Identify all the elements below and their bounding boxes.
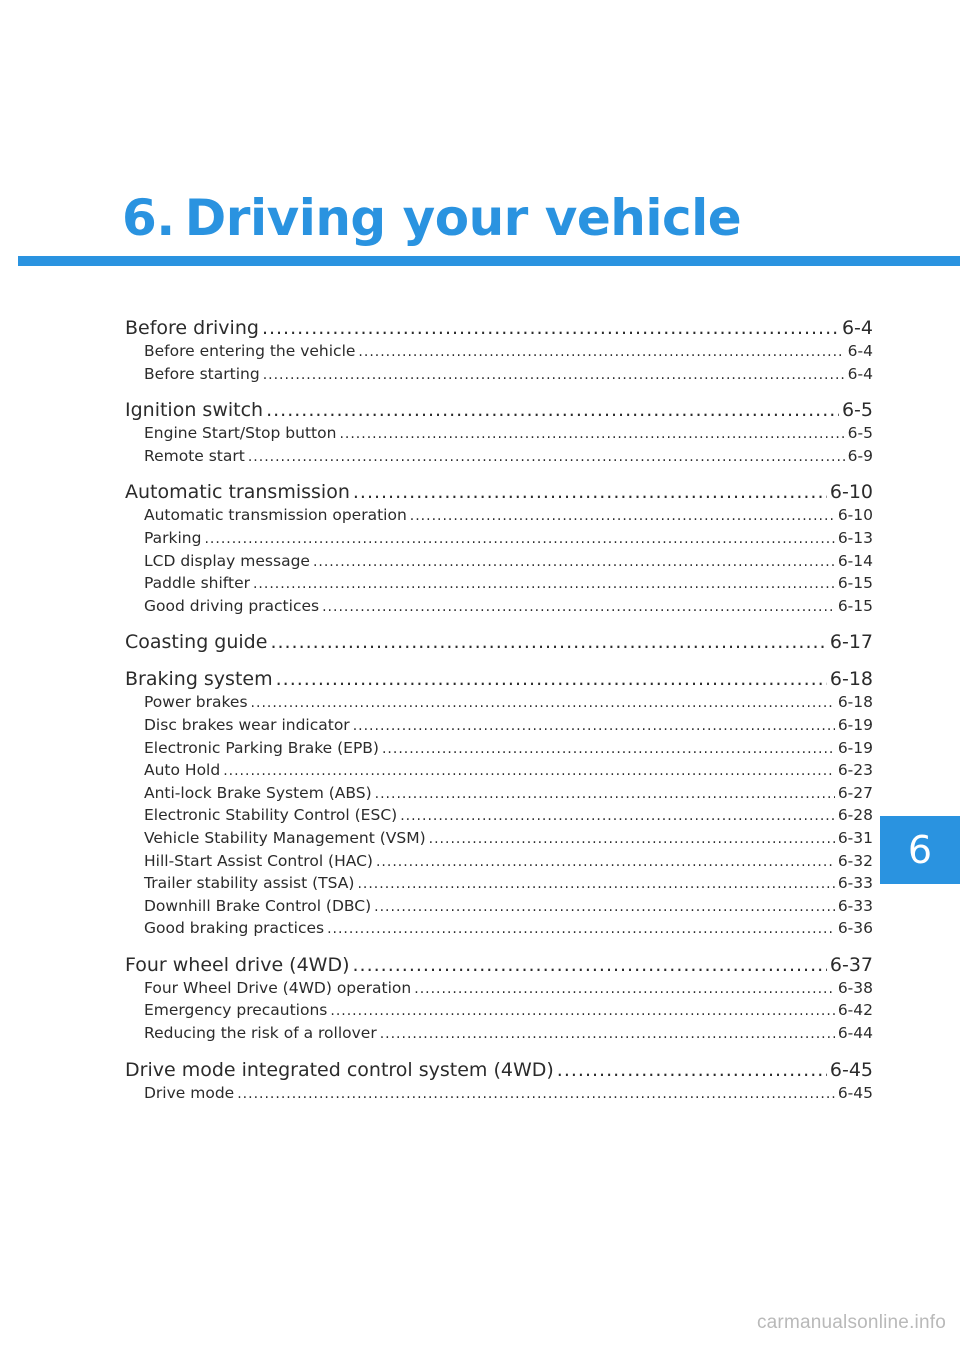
toc-section[interactable] [125, 667, 873, 692]
toc-entry-label: Automatic transmission [125, 481, 350, 504]
toc-entry-label: Vehicle Stability Management (VSM) [144, 828, 426, 847]
toc-entry-page: 6-23 [837, 761, 873, 780]
toc-entry-page: 6-15 [837, 596, 873, 615]
toc-leader-dots [223, 761, 835, 783]
toc-subsection[interactable] [125, 423, 873, 446]
toc-entry-page: 6-19 [837, 715, 873, 734]
toc-subsection[interactable] [125, 528, 873, 551]
toc-entry-label: Disc brakes wear indicator [144, 715, 350, 734]
toc-entry-page: 6-15 [837, 574, 873, 593]
toc-leader-dots [410, 506, 835, 528]
toc-entry-page: 6-4 [847, 342, 873, 360]
toc-leader-dots [313, 552, 835, 574]
toc-section[interactable] [125, 316, 873, 341]
toc-leader-dots [248, 447, 845, 469]
toc-leader-dots [262, 316, 839, 341]
toc-leader-dots [204, 529, 834, 551]
toc-leader-dots [327, 919, 835, 941]
toc-subsection[interactable] [125, 896, 873, 919]
toc-leader-dots [339, 424, 844, 446]
toc-subsection[interactable] [125, 715, 873, 738]
toc-entry-label: Remote start [144, 446, 245, 465]
toc-subsection[interactable] [125, 692, 873, 715]
toc-subsection[interactable] [125, 873, 873, 896]
toc-subsection[interactable] [125, 1023, 873, 1046]
toc-entry-page: 6-13 [837, 528, 873, 547]
toc-subsection[interactable] [125, 978, 873, 1001]
toc-leader-dots [557, 1058, 827, 1083]
toc-entry-page: 6-9 [847, 446, 873, 465]
toc-leader-dots [376, 852, 835, 874]
toc-leader-dots [276, 667, 827, 692]
toc-entry-label: Power brakes [144, 693, 248, 712]
toc-entry-page: 6-14 [837, 551, 873, 570]
toc-entry-page: 6-42 [837, 1001, 873, 1020]
toc-leader-dots [357, 874, 834, 896]
toc-leader-dots [380, 1024, 835, 1046]
toc-entry-label: Before entering the vehicle [144, 342, 356, 360]
toc-subsection[interactable] [125, 551, 873, 574]
toc-entry-page: 6-44 [837, 1024, 873, 1043]
toc-entry-page: 6-4 [841, 317, 873, 339]
toc-entry-label: Paddle shifter [144, 574, 250, 593]
toc-leader-dots [322, 597, 835, 619]
table-of-contents [125, 316, 873, 1105]
toc-entry-label: Drive mode integrated control system (4WD) [125, 1058, 554, 1081]
toc-leader-dots [358, 342, 844, 364]
toc-entry-label: Emergency precautions [144, 1001, 328, 1020]
title-rule [18, 256, 960, 266]
toc-entry-label: Anti-lock Brake System (ABS) [144, 783, 372, 802]
toc-entry-label: Coasting guide [125, 631, 268, 654]
toc-entry-page: 6-32 [837, 851, 873, 870]
chapter-title-text: Driving your vehicle [184, 189, 742, 247]
toc-entry-page: 6-31 [837, 828, 873, 847]
toc-entry-page: 6-37 [829, 953, 873, 976]
toc-leader-dots [353, 480, 827, 505]
watermark: carmanualsonline.info [756, 1312, 946, 1333]
toc-entry-label: Parking [144, 528, 202, 547]
toc-subsection[interactable] [125, 783, 873, 806]
toc-entry-label: Drive mode [144, 1083, 235, 1102]
toc-section[interactable] [125, 953, 873, 978]
toc-leader-dots [270, 630, 826, 655]
toc-leader-dots [253, 574, 835, 596]
toc-leader-dots [251, 693, 835, 715]
toc-leader-dots [237, 1084, 835, 1106]
toc-entry-page: 6-10 [829, 481, 873, 504]
toc-subsection[interactable] [125, 828, 873, 851]
toc-subsection[interactable] [125, 505, 873, 528]
toc-entry-page: 6-5 [847, 424, 873, 443]
toc-entry-page: 6-36 [837, 919, 873, 938]
toc-subsection[interactable] [125, 364, 873, 387]
chapter-tab[interactable]: 6 [880, 816, 960, 884]
toc-entry-page: 6-38 [837, 978, 873, 997]
toc-leader-dots [400, 806, 835, 828]
toc-leader-dots [353, 953, 827, 978]
toc-leader-dots [263, 365, 845, 387]
toc-entry-label: Downhill Brake Control (DBC) [144, 896, 372, 915]
toc-entry-label: Electronic Parking Brake (EPB) [144, 738, 379, 757]
toc-subsection[interactable] [125, 341, 873, 364]
toc-entry-label: Trailer stability assist (TSA) [144, 874, 355, 893]
toc-entry-page: 6-45 [829, 1058, 873, 1081]
toc-subsection[interactable] [125, 760, 873, 783]
toc-leader-dots [266, 398, 839, 423]
toc-subsection[interactable] [125, 1000, 873, 1023]
toc-entry-page: 6-33 [837, 874, 873, 893]
toc-entry-label: Good driving practices [144, 596, 320, 615]
toc-entry-label: Ignition switch [125, 399, 264, 422]
toc-entry-page: 6-18 [837, 693, 873, 712]
toc-entry-page: 6-33 [837, 896, 873, 915]
toc-subsection[interactable] [125, 573, 873, 596]
toc-entry-page: 6-17 [829, 631, 873, 654]
toc-subsection[interactable] [125, 805, 873, 828]
toc-entry-page: 6-45 [837, 1083, 873, 1102]
toc-section[interactable] [125, 1058, 873, 1083]
toc-subsection[interactable] [125, 851, 873, 874]
toc-entry-label: Before starting [144, 364, 260, 383]
toc-entry-page: 6-19 [837, 738, 873, 757]
toc-entry-page: 6-5 [841, 399, 873, 422]
toc-leader-dots [330, 1001, 834, 1023]
toc-entry-label: Engine Start/Stop button [144, 424, 337, 443]
toc-entry-page: 6-28 [837, 806, 873, 825]
toc-entry-label: Auto Hold [144, 761, 221, 780]
toc-section[interactable] [125, 480, 873, 505]
toc-leader-dots [374, 897, 835, 919]
toc-entry-label: LCD display message [144, 551, 310, 570]
toc-subsection[interactable] [125, 446, 873, 469]
toc-entry-label: Automatic transmission operation [144, 506, 407, 525]
toc-entry-label: Good braking practices [144, 919, 325, 938]
toc-entry-label: Reducing the risk of a rollover [144, 1024, 377, 1043]
toc-section[interactable] [125, 398, 873, 423]
toc-subsection[interactable] [125, 596, 873, 619]
toc-leader-dots [382, 739, 835, 761]
toc-subsection[interactable] [125, 1083, 873, 1106]
toc-entry-label: Four wheel drive (4WD) [125, 953, 350, 976]
chapter-title [122, 186, 741, 250]
toc-entry-label: Braking system [125, 668, 273, 691]
toc-entry-label: Before driving [125, 317, 259, 339]
toc-entry-page: 6-27 [837, 783, 873, 802]
toc-section[interactable] [125, 630, 873, 655]
toc-entry-page: 6-4 [847, 364, 873, 383]
toc-leader-dots [375, 784, 835, 806]
toc-leader-dots [353, 716, 835, 738]
toc-subsection[interactable] [125, 738, 873, 761]
chapter-number: 6. [122, 189, 175, 247]
toc-leader-dots [429, 829, 835, 851]
toc-entry-label: Electronic Stability Control (ESC) [144, 806, 398, 825]
toc-subsection[interactable] [125, 918, 873, 941]
toc-entry-label: Four Wheel Drive (4WD) operation [144, 978, 412, 997]
toc-entry-page: 6-10 [837, 506, 873, 525]
toc-entry-label: Hill-Start Assist Control (HAC) [144, 851, 373, 870]
toc-leader-dots [414, 979, 835, 1001]
toc-entry-page: 6-18 [829, 668, 873, 691]
